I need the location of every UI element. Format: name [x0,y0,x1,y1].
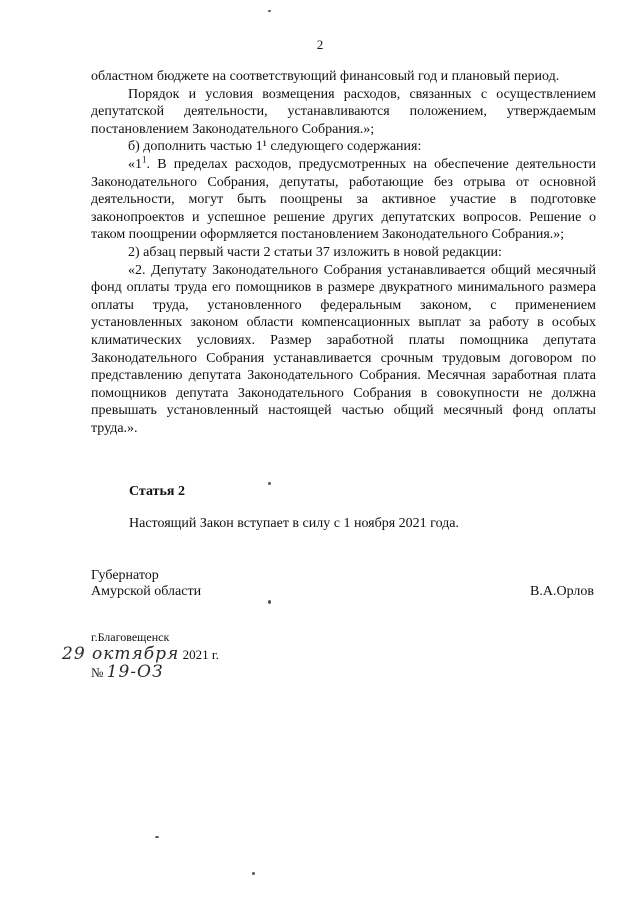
quote-suffix: . [146,156,158,172]
paragraph-4 [91,156,596,244]
scan-speck [268,482,271,485]
law-number [91,662,164,682]
number-label: № [91,665,104,680]
article-title: Статья 2 [129,484,185,499]
date-year: 2021 г. [182,647,219,662]
governor-name: В.А.Орлов [530,584,594,599]
place-of-signing: г.Благовещенск [91,630,170,644]
paragraph-4-text: В пределах расходов, предусмотренных на обеспечение деятельности Законодательного Собрания, депутаты, работающие без отрыва от основной деятельности, могут быть поощрены за активное участие в подготовке законопроектов и успешное решение других депутатских вопросов. Решение о таком поощрении оформляется постановлением Законодательного Собрания.»; [91,156,596,243]
handwritten-number: 19-ОЗ [106,662,164,682]
paragraph-5: 2) абзац первый части 2 статьи 37 изложить в новой редакции: [128,244,502,260]
scan-speck [155,836,159,838]
governor-title-line2: Амурской области [91,584,202,599]
quote-superscript: 1 [142,154,147,165]
handwritten-date: 29 октября [62,644,180,664]
quote-prefix: «1 [128,156,142,172]
governor-title [91,568,201,600]
scan-speck [268,600,271,604]
paragraph-3: б) дополнить частью 1¹ следующего содержания: [128,139,422,155]
paragraph-6: «2. Депутату Законодательного Собрания устанавливается общий месячный фонд оплаты труда его помощников в размере двукратного минимального размера оплаты труда, установленного федеральным законом, с применением установленных законом области компенсационных выплат за работу в особых климатических условиях. Размер заработной платы помощника депутата Законодательного Собрания устанавливается срочным трудовым договором по представлению депутата Законодательного Собрания. Месячная заработная плата помощников депутата Законодательного Собрания в совокупности не должна превышать установленный настоящей частью общий месячный фонд оплаты труда.». [91,262,596,436]
scan-speck [252,872,255,875]
page-number: 2 [316,37,324,52]
scan-speck [268,10,271,12]
law-body-text [91,68,596,437]
paragraph-2: Порядок и условия возмещения расходов, связанных с осуществлением депутатской деятельности, устанавливаются положением, утверждаемым постановлением Законодательного Собрания.»; [91,86,596,137]
signing-date [62,644,219,664]
governor-title-line1: Губернатор [91,568,159,583]
paragraph-1: областном бюджете на соответствующий финансовый год и плановый период. [91,69,560,84]
article-text: Настоящий Закон вступает в силу с 1 ноября 2021 года. [129,516,460,531]
